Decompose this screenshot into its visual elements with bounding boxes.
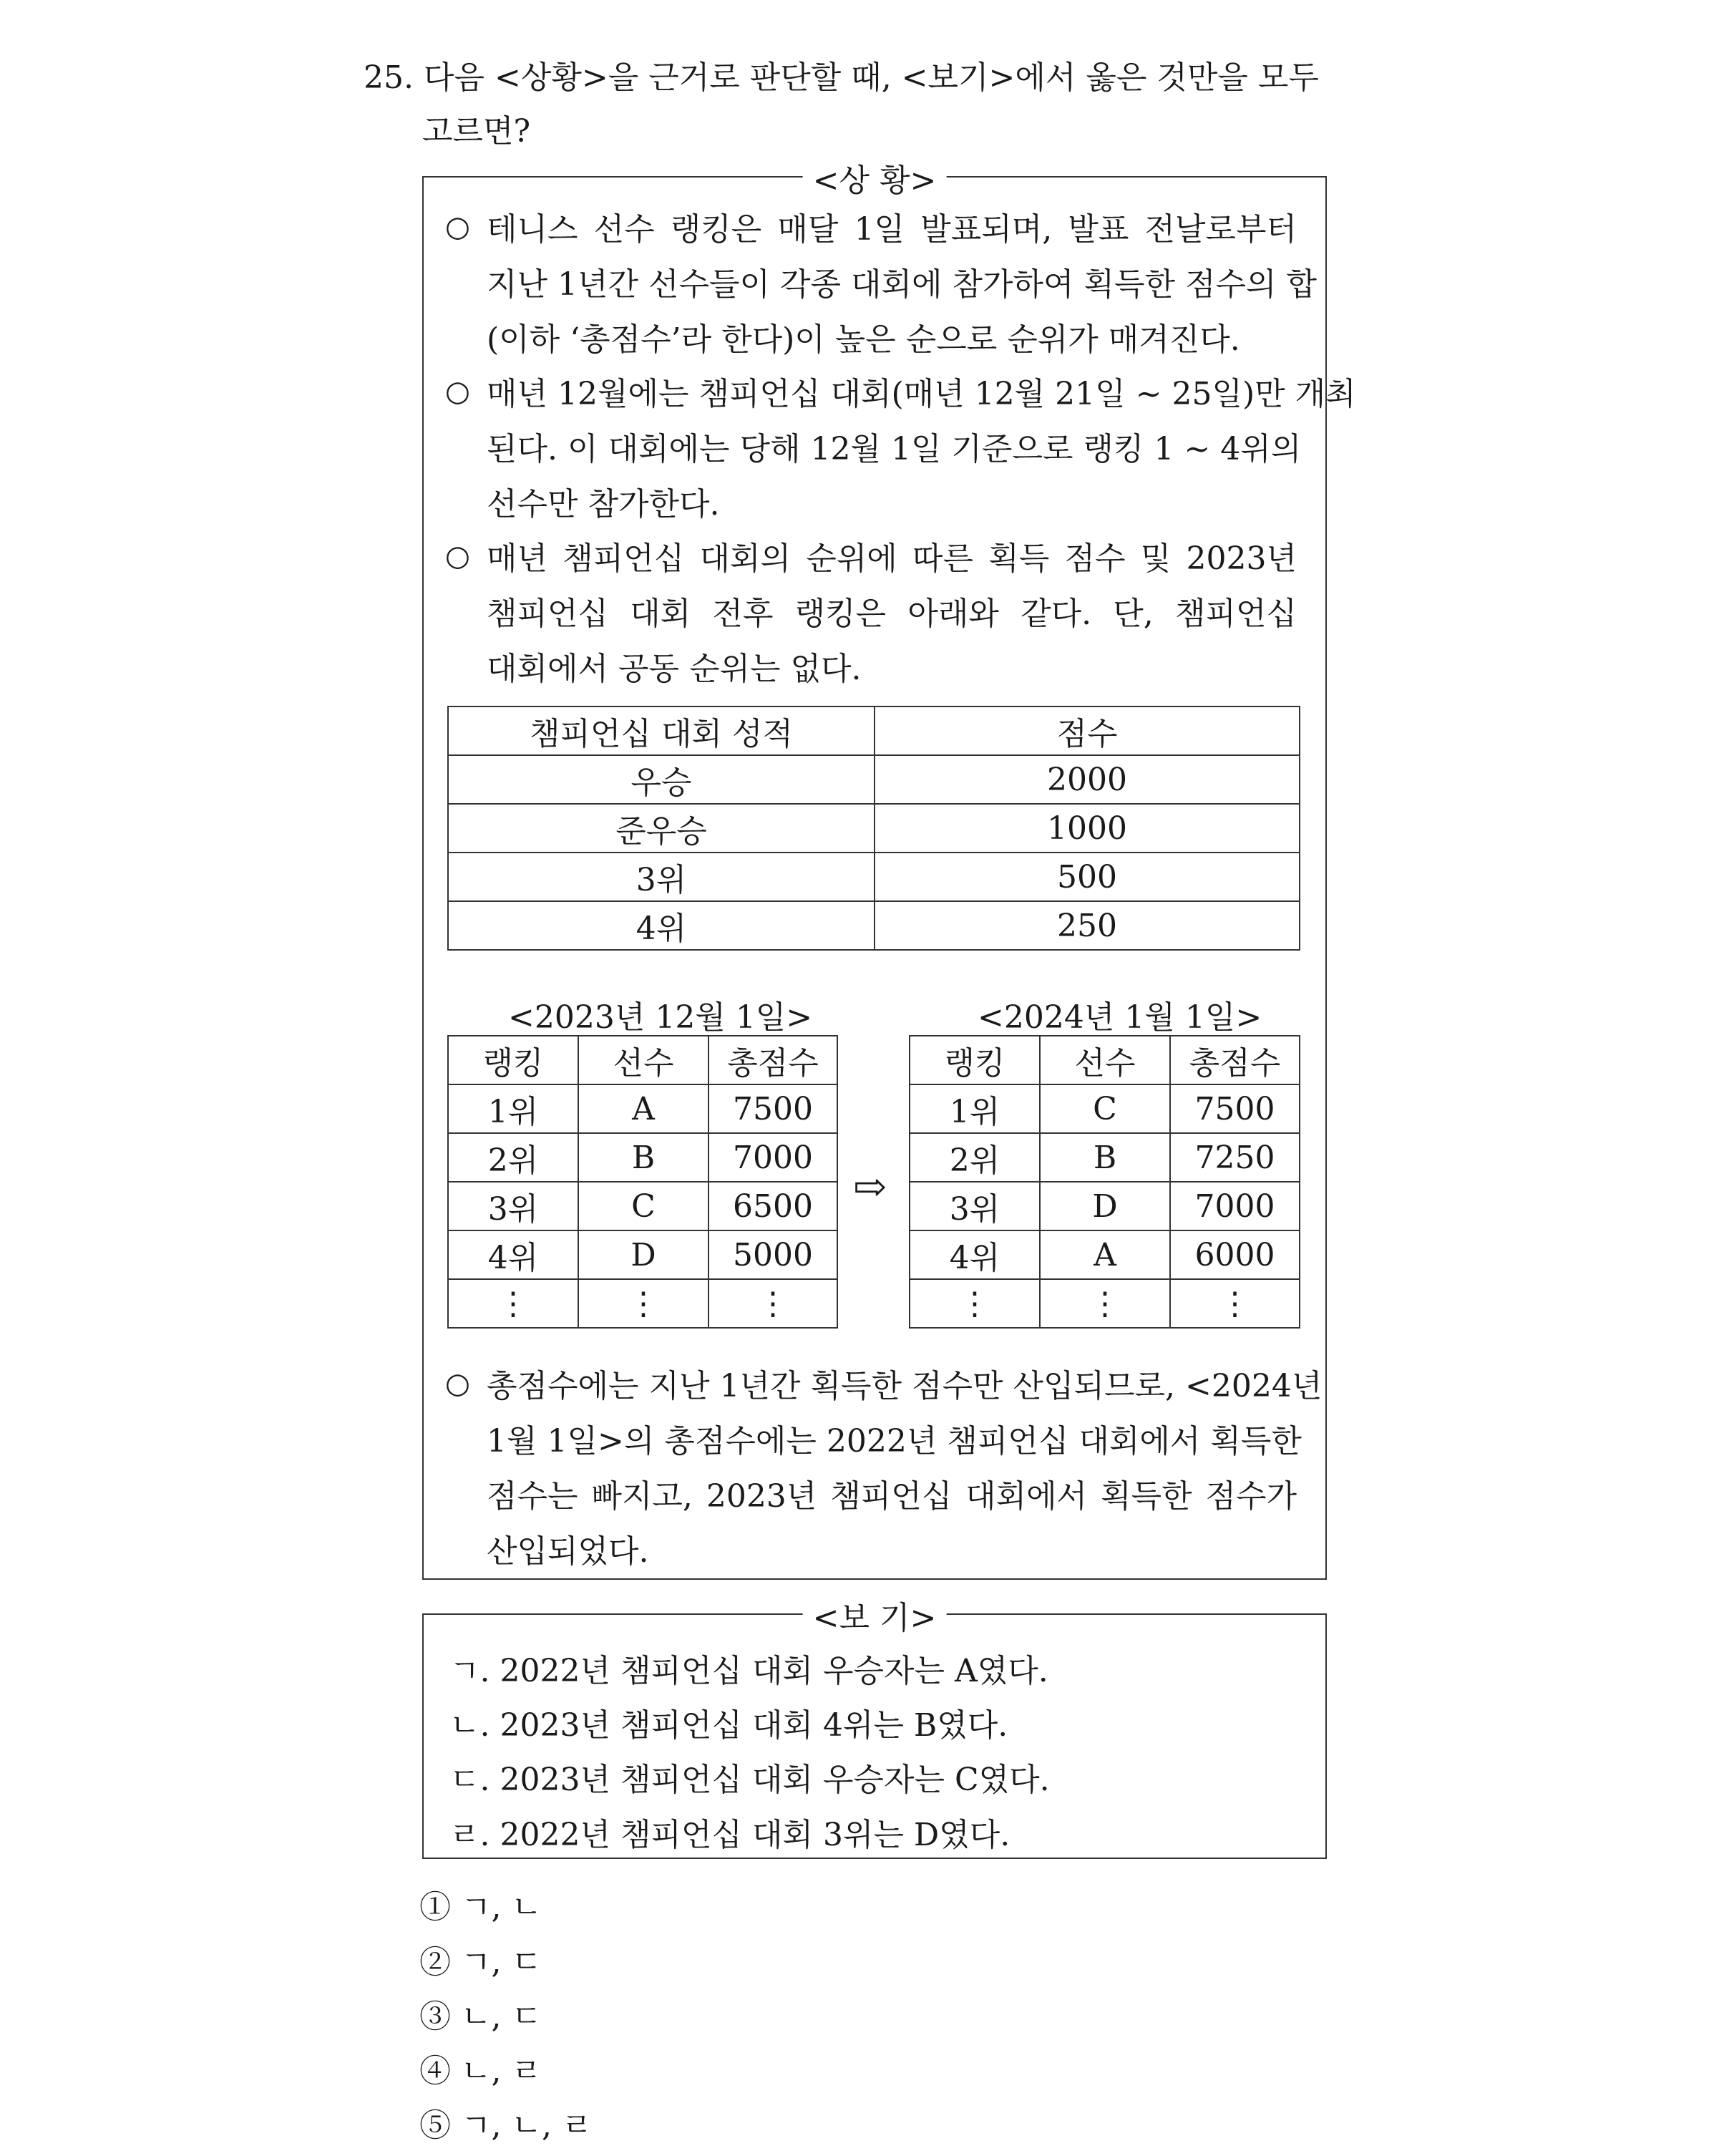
table-cell: 5000 xyxy=(708,1230,837,1279)
choice-5[interactable]: ⑤ ㄱ, ㄴ, ㄹ xyxy=(419,2107,593,2144)
table-cell: 4위 xyxy=(448,901,875,950)
table-row xyxy=(910,1133,1300,1182)
table-header-cell: 랭킹 xyxy=(910,1036,1040,1084)
choice-2[interactable]: ② ㄱ, ㄷ xyxy=(419,1944,542,1981)
table-cell: 7250 xyxy=(1170,1133,1300,1182)
para1-line1: 테니스 선수 랭킹은 매달 1일 발표되며, 발표 전날로부터 xyxy=(487,211,1297,248)
table-cell: 3위 xyxy=(448,1182,578,1230)
bogi-item-3: ㄷ. 2023년 챔피언십 대회 우승자는 C였다. xyxy=(449,1762,1050,1798)
table-cell: 2위 xyxy=(910,1133,1040,1182)
bogi-title: <보 기> xyxy=(803,1592,947,1638)
table-cell: 4위 xyxy=(910,1230,1040,1279)
bogi-item-1: ㄱ. 2022년 챔피언십 대회 우승자는 A였다. xyxy=(449,1653,1048,1689)
table-row xyxy=(910,1230,1300,1279)
situation-paragraph-4 xyxy=(487,1359,1323,1579)
table-cell: 6000 xyxy=(1170,1230,1300,1279)
table-cell: ⋮ xyxy=(578,1279,708,1328)
table-row xyxy=(448,1182,837,1230)
table-cell: 1위 xyxy=(910,1084,1040,1133)
table-cell: C xyxy=(578,1182,708,1230)
score-table xyxy=(447,706,1300,951)
table-cell: D xyxy=(578,1230,708,1279)
table-header-row xyxy=(448,1036,837,1084)
table-cell: ⋮ xyxy=(448,1279,578,1328)
choice-3[interactable]: ③ ㄴ, ㄷ xyxy=(419,1999,542,2035)
question-line-2: 고르면? xyxy=(422,113,531,150)
table-row xyxy=(910,1279,1300,1328)
ranking-table-before xyxy=(447,1035,838,1329)
table-row xyxy=(448,1230,837,1279)
table-header-cell: 선수 xyxy=(1040,1036,1170,1084)
table-cell: 7000 xyxy=(708,1133,837,1182)
table-cell: A xyxy=(1040,1230,1170,1279)
score-header-points: 점수 xyxy=(875,706,1300,755)
table-row xyxy=(448,901,1300,950)
bogi-item-4: ㄹ. 2022년 챔피언십 대회 3위는 D였다. xyxy=(449,1817,1010,1853)
table-cell: 2위 xyxy=(448,1133,578,1182)
after-caption: <2024년 1월 1일> xyxy=(978,999,1262,1036)
table-cell: 2000 xyxy=(875,755,1300,804)
situation-paragraph-3 xyxy=(487,531,1297,696)
table-cell: 3위 xyxy=(910,1182,1040,1230)
table-cell: ⋮ xyxy=(910,1279,1040,1328)
choice-1[interactable]: ① ㄱ, ㄴ xyxy=(419,1889,542,1926)
table-cell: 7500 xyxy=(1170,1084,1300,1133)
table-cell: 3위 xyxy=(448,853,875,901)
para3-line3: 대회에서 공동 순위는 없다. xyxy=(487,651,862,687)
table-cell: 1000 xyxy=(875,804,1300,853)
table-cell: 6500 xyxy=(708,1182,837,1230)
table-header-cell: 선수 xyxy=(578,1036,708,1084)
table-row xyxy=(448,853,1300,901)
score-table-header xyxy=(448,706,1300,755)
table-cell: 7000 xyxy=(1170,1182,1300,1230)
question-line-1: 25. 다음 <상황>을 근거로 판단할 때, <보기>에서 옳은 것만을 모두 xyxy=(364,59,1319,96)
bullet-2: ○ xyxy=(445,375,470,408)
table-row xyxy=(448,1084,837,1133)
table-row xyxy=(448,1133,837,1182)
bogi-item-2: ㄴ. 2023년 챔피언십 대회 4위는 B였다. xyxy=(449,1707,1008,1744)
bullet-4: ○ xyxy=(445,1367,470,1400)
table-row xyxy=(448,804,1300,853)
table-row xyxy=(910,1084,1300,1133)
table-header-cell: 총점수 xyxy=(708,1036,837,1084)
table-header-cell: 랭킹 xyxy=(448,1036,578,1084)
table-cell: 준우승 xyxy=(448,804,875,853)
para4-line2: 1월 1일>의 총점수에는 2022년 챔피언십 대회에서 획득한 xyxy=(487,1423,1302,1460)
para4-line1: 총점수에는 지난 1년간 획득한 점수만 산입되므로, <2024년 xyxy=(487,1368,1323,1404)
para4-line3: 점수는 빠지고, 2023년 챔피언십 대회에서 획득한 점수가 xyxy=(487,1478,1297,1515)
table-cell: 250 xyxy=(875,901,1300,950)
table-cell: C xyxy=(1040,1084,1170,1133)
situation-paragraph-2 xyxy=(487,366,1356,532)
right-arrow-icon: ⇨ xyxy=(853,1164,887,1210)
choice-4[interactable]: ④ ㄴ, ㄹ xyxy=(419,2053,542,2089)
situation-paragraph-1 xyxy=(487,202,1317,367)
bullet-3: ○ xyxy=(445,540,470,573)
table-cell: 1위 xyxy=(448,1084,578,1133)
table-cell: D xyxy=(1040,1182,1170,1230)
para3-line2: 챔피언십 대회 전후 랭킹은 아래와 같다. 단, 챔피언십 xyxy=(487,596,1297,632)
para2-line3: 선수만 참가한다. xyxy=(487,486,720,523)
para2-line2: 된다. 이 대회에는 당해 12월 1일 기준으로 랭킹 1 ~ 4위의 xyxy=(487,431,1302,467)
table-cell: ⋮ xyxy=(1170,1279,1300,1328)
table-cell: 7500 xyxy=(708,1084,837,1133)
table-row xyxy=(910,1182,1300,1230)
bullet-1: ○ xyxy=(445,210,470,243)
table-cell: B xyxy=(1040,1133,1170,1182)
table-cell: A xyxy=(578,1084,708,1133)
para3-line1: 매년 챔피언십 대회의 순위에 따른 획득 점수 및 2023년 xyxy=(487,540,1297,577)
before-caption: <2023년 12월 1일> xyxy=(508,999,813,1036)
table-header-cell: 총점수 xyxy=(1170,1036,1300,1084)
ranking-table-after xyxy=(909,1035,1300,1329)
situation-title: <상 황> xyxy=(803,155,947,200)
table-row xyxy=(448,755,1300,804)
table-cell: ⋮ xyxy=(1040,1279,1170,1328)
table-cell: B xyxy=(578,1133,708,1182)
para1-line2: 지난 1년간 선수들이 각종 대회에 참가하여 획득한 점수의 합 xyxy=(487,266,1317,303)
para1-line3: (이하 ‘총점수’라 한다)이 높은 순으로 순위가 매겨진다. xyxy=(487,321,1240,358)
table-cell: 500 xyxy=(875,853,1300,901)
table-cell: ⋮ xyxy=(708,1279,837,1328)
score-header-result: 챔피언십 대회 성적 xyxy=(448,706,875,755)
table-cell: 4위 xyxy=(448,1230,578,1279)
table-row xyxy=(448,1279,837,1328)
table-cell: 우승 xyxy=(448,755,875,804)
para4-line4: 산입되었다. xyxy=(487,1533,649,1570)
table-header-row xyxy=(910,1036,1300,1084)
para2-line1: 매년 12월에는 챔피언십 대회(매년 12월 21일 ~ 25일)만 개최 xyxy=(487,376,1356,412)
